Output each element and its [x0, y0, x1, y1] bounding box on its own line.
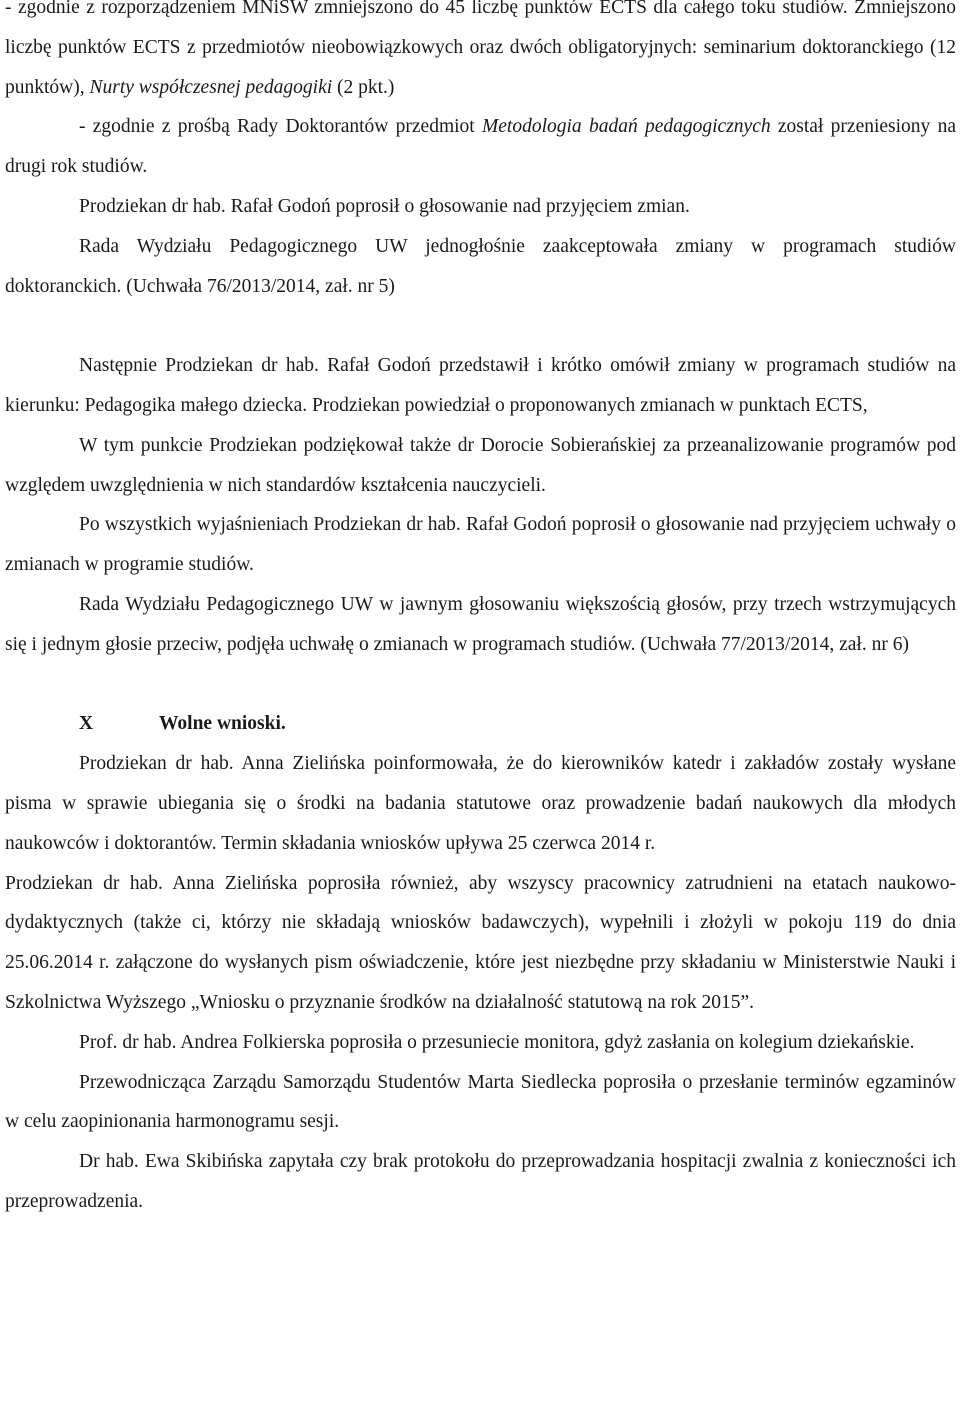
paragraph-ects-reduction: [5, 0, 956, 107]
paragraph-program-changes: Następnie Prodziekan dr hab. Rafał Godoń przedstawił i krótko omówił zmiany w programach studiów na kierunku: Pedagogika małego dziecka. Prodziekan powiedział o proponowanych zmianach w punktach ECTS,: [5, 355, 956, 416]
paragraph-spacer: [5, 306, 956, 346]
paragraph-declarations: Prodziekan dr hab. Anna Zielińska poprosiła również, aby wszyscy pracownicy zatrudnieni na etatach naukowo-dydaktycznych (także ci, którzy nie składają wniosków badawczych), wypełnili i złożyli w pokoju 119 do dnia 25.06.2014 r. załączone do wysłanych pism oświadczenie, które jest niezbędne przy składaniu w Ministerstwie Nauki i Szkolnictwa Wyższego „Wniosku o przyznanie środków na działalność statutową na rok 2015”.: [5, 872, 956, 1013]
paragraph-vote-request: Prodziekan dr hab. Rafał Godoń poprosił o głosowanie nad przyjęciem zmian.: [79, 195, 690, 217]
paragraph-text: został przeniesiony na drugi rok studiów.: [5, 116, 956, 178]
section-heading: [5, 704, 956, 744]
paragraph-text: - zgodnie z rozporządzeniem MNiSW zmniejszono do 45 liczbę punktów ECTS dla całego toku studiów. Zmniejszono liczbę punktów ECTS z przedmiotów nieobowiązkowych oraz dwóch obligatoryjnych: seminarium doktoranckiego (12 punktów),: [5, 0, 956, 98]
paragraph-text: - zgodnie z prośbą Rady Doktorantów przedmiot: [79, 116, 482, 138]
paragraph-vote-request-2: Po wszystkich wyjaśnieniach Prodziekan dr hab. Rafał Godoń poprosił o głosowanie nad przyjęciem uchwały o zmianach w programie studiów.: [5, 514, 956, 576]
course-title: Metodologia badań pedagogicznych: [482, 116, 771, 138]
section-number: X: [79, 713, 94, 735]
course-title: Nurty współczesnej pedagogiki: [89, 76, 333, 98]
paragraph-monitor: Prof. dr hab. Andrea Folkierska poprosiła o przesuniecie monitora, gdyż zasłania on kolegium dziekańskie.: [79, 1031, 915, 1053]
paragraph-text: (2 pkt.): [332, 76, 395, 98]
paragraph-course-moved: [5, 107, 956, 187]
paragraph-statutory-funds: Prodziekan dr hab. Anna Zielińska poinformowała, że do kierowników katedr i zakładów zostały wysłane pisma w sprawie ubiegania się o środki na badania statutowe oraz prowadzenie badań naukowych dla młodych naukowców i doktorantów. Termin składania wniosków upływa 25 czerwca 2014 r.: [5, 753, 956, 854]
document-page: [5, 0, 956, 1222]
paragraph-resolution-77: Rada Wydziału Pedagogicznego UW w jawnym głosowaniu większością głosów, przy trzech wstrzymujących się i jednym głosie przeciw, podjęła uchwałę o zmianach w programach studiów. (Uchwała 77/2013/2014, zał. nr 6): [5, 593, 956, 655]
paragraph-exam-dates: Przewodnicząca Zarządu Samorządu Studentów Marta Siedlecka poprosiła o przesłanie terminów egzaminów w celu zaopinionania harmonogramu sesji.: [5, 1071, 956, 1133]
paragraph-thanks: W tym punkcie Prodziekan podziękował także dr Dorocie Sobierańskiej za przeanalizowanie programów pod względem uwzględnienia w nich standardów kształcenia nauczycieli.: [5, 434, 956, 496]
paragraph-inspection: Dr hab. Ewa Skibińska zapytała czy brak protokołu do przeprowadzania hospitacji zwalnia z konieczności ich przeprowadzenia.: [5, 1151, 956, 1212]
paragraph-resolution-76: Rada Wydziału Pedagogicznego UW jednogłośnie zaakceptowała zmiany w programach studiów doktoranckich. (Uchwała 76/2013/2014, zał. nr 5): [5, 235, 956, 297]
paragraph-spacer: [5, 665, 956, 705]
section-title: Wolne wnioski.: [159, 713, 286, 735]
